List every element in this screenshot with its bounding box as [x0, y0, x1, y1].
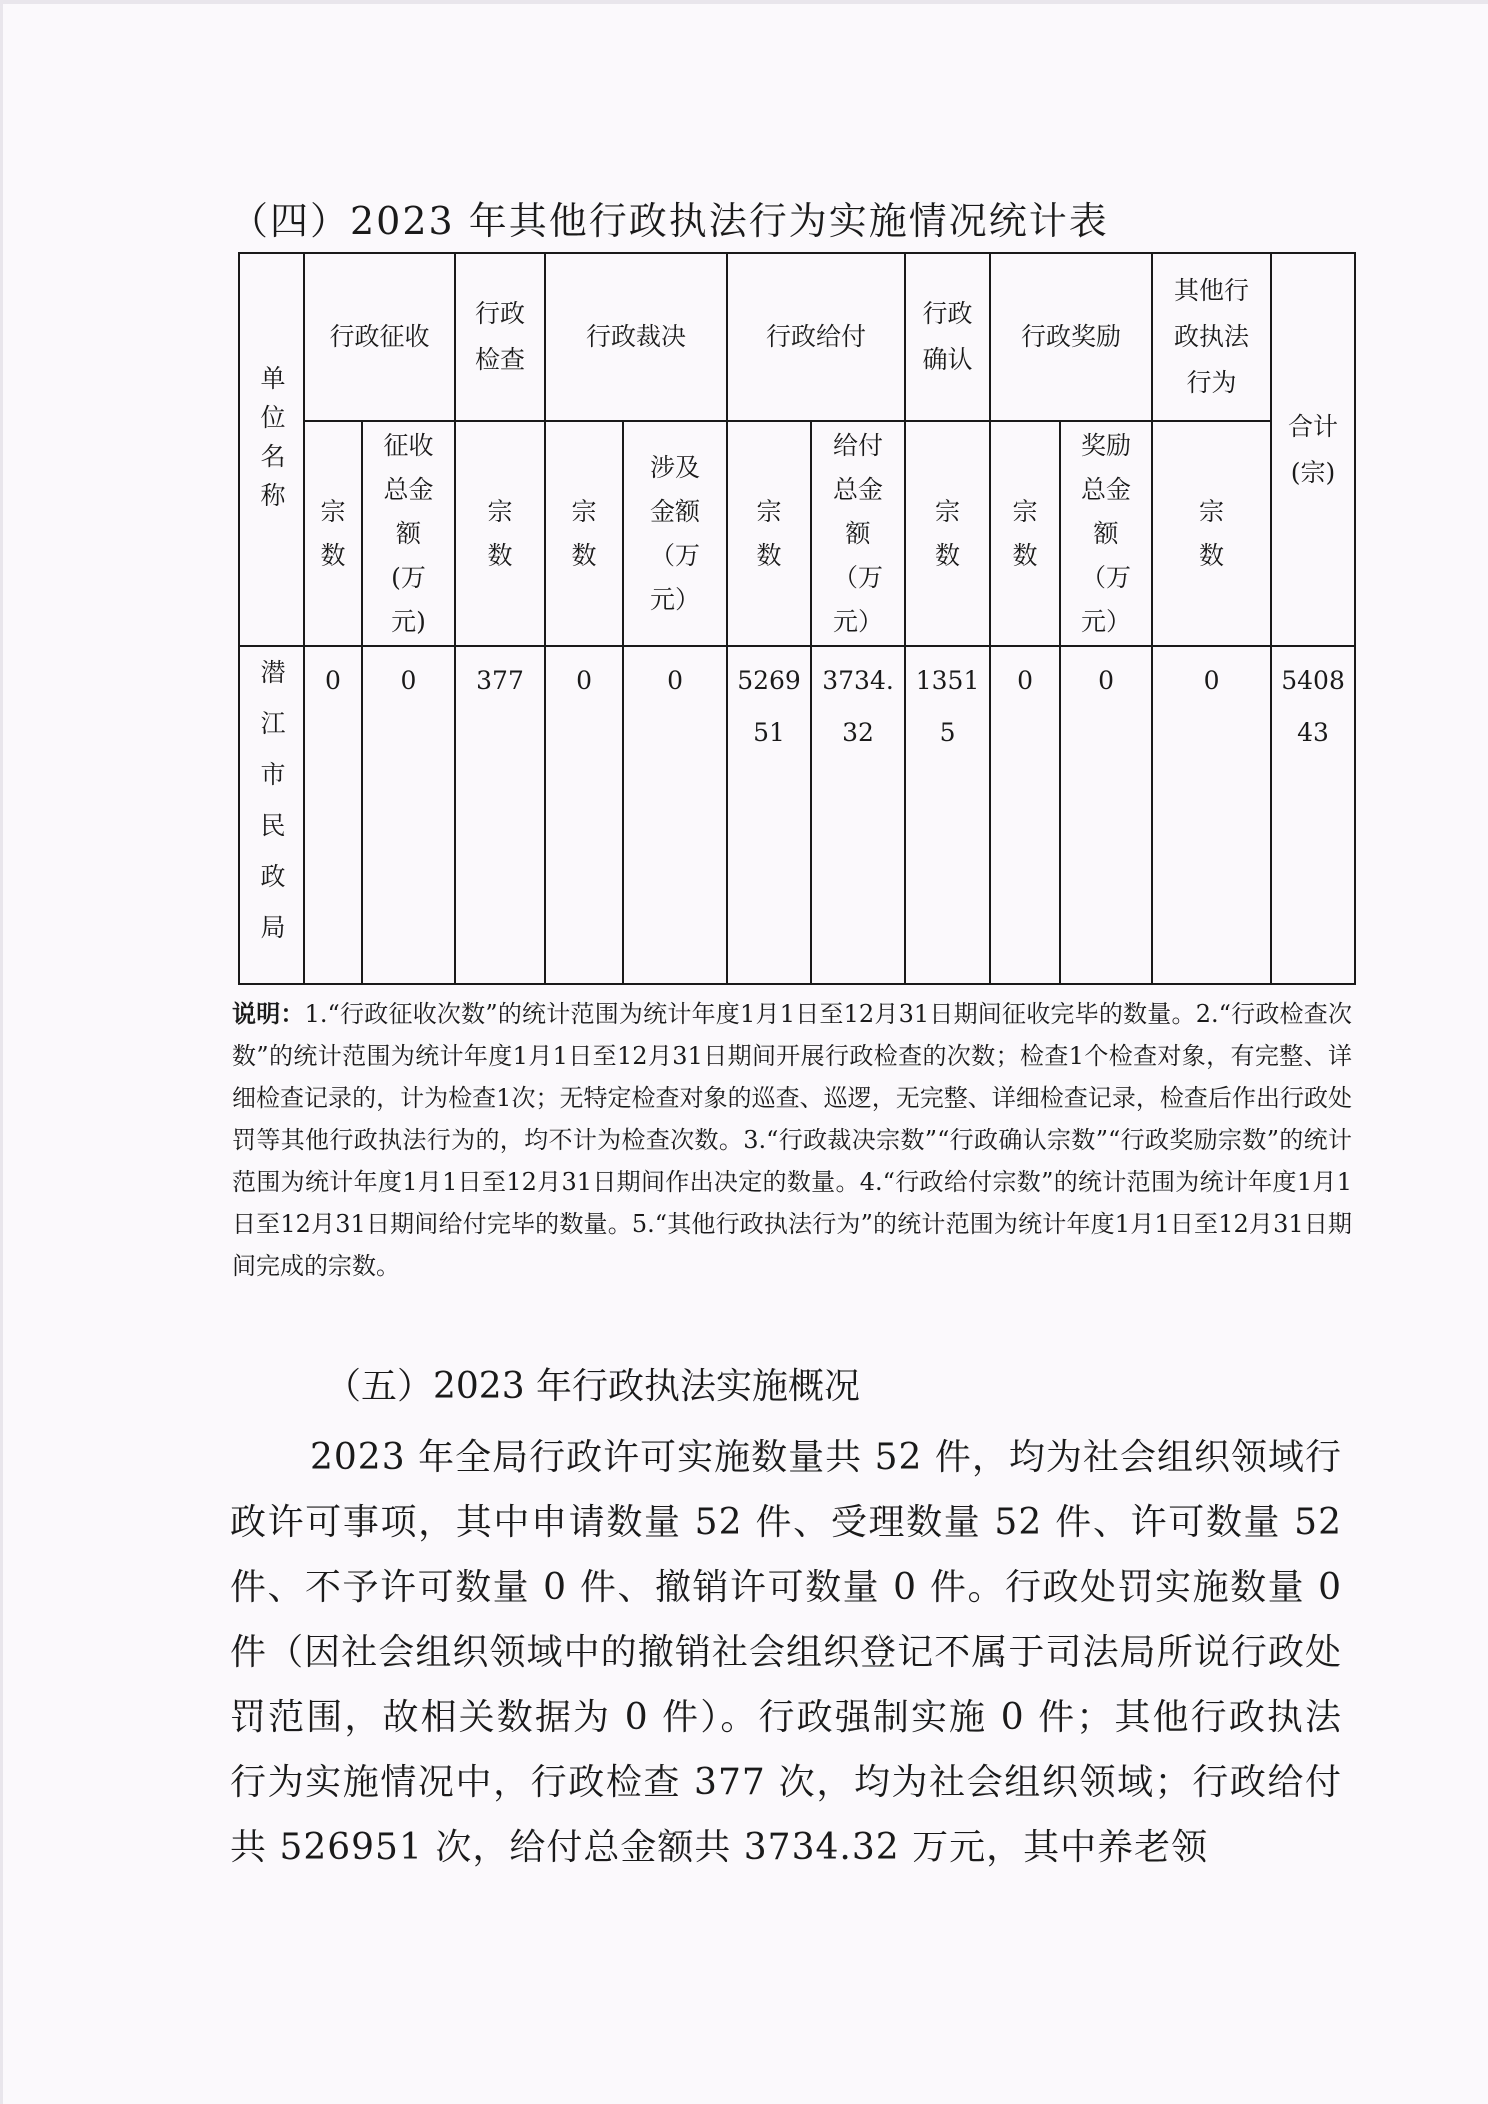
cell-geifu-count: 526951: [727, 646, 811, 984]
scan-edge-top: [0, 0, 1488, 4]
sub-geifu-count: 宗数: [727, 421, 811, 646]
note-label: 说明：: [232, 999, 305, 1028]
sub-caijue-amount: 涉及金额（万元）: [623, 421, 727, 646]
cell-zhengshou-count: 0: [304, 646, 362, 984]
section-paragraph: 2023 年全局行政许可实施数量共 52 件，均为社会组织领域行政许可事项，其中申请数量 52 件、受理数量 52 件、许可数量 52 件、不予许可数量 0 件、撤销许可数量 0 件。行政处罚实施数量 0 件（因社会组织领域中的撤销社会组织登记不属于司法局所说行政处罚范围，故相关数据为 0 件）。行政强制实施 0 件；其他行政执法行为实施情况中，行政检查 377 次，均为社会组织领域；行政给付共 526951 次，给付总金额共 3734.32 万元，其中养老领: [230, 1437, 1342, 1868]
sub-jiancha-count: 宗数: [455, 421, 545, 646]
header-total: 合计(宗): [1271, 253, 1355, 646]
cell-zhengshou-amount: 0: [362, 646, 455, 984]
sub-caijue-count: 宗数: [545, 421, 623, 646]
section-heading: （五）2023 年行政执法实施概况: [325, 1366, 861, 1407]
sub-zhengshou-count: 宗数: [304, 421, 362, 646]
cell-queren-count: 13515: [905, 646, 990, 984]
sub-zhengshou-amount: 征收总金额(万元): [362, 421, 455, 646]
sub-geifu-amount: 给付总金额（万元）: [811, 421, 905, 646]
row-unit-name: 潜江市民政局: [239, 646, 304, 984]
header-qita: 其他行政执法行为: [1152, 253, 1271, 421]
header-queren: 行政确认: [905, 253, 990, 421]
header-caijue: 行政裁决: [545, 253, 727, 421]
cell-qita-count: 0: [1152, 646, 1271, 984]
cell-total: 540843: [1271, 646, 1355, 984]
cell-jiancha-count: 377: [455, 646, 545, 984]
sub-jiangli-count: 宗数: [990, 421, 1060, 646]
table-note: [232, 993, 1352, 1287]
sub-qita-count: 宗数: [1152, 421, 1271, 646]
note-text: 1.“行政征收次数”的统计范围为统计年度1月1日至12月31日期间征收完毕的数量。2.“行政检查次数”的统计范围为统计年度1月1日至12月31日期间开展行政检查的次数；检查1个检查对象，有完整、详细检查记录的，计为检查1次；无特定检查对象的巡查、巡逻，无完整、详细检查记录，检查后作出行政处罚等其他行政执法行为的，均不计为检查次数。3.“行政裁决宗数”“行政确认宗数”“行政奖励宗数”的统计范围为统计年度1月1日至12月31日期间作出决定的数量。4.“行政给付宗数”的统计范围为统计年度1月1日至12月31日期间给付完毕的数量。5.“其他行政执法行为”的统计范围为统计年度1月1日至12月31日期间完成的宗数。: [232, 1000, 1352, 1280]
scan-edge-left: [0, 0, 3, 2104]
cell-caijue-amount: 0: [623, 646, 727, 984]
header-zhengshou: 行政征收: [304, 253, 455, 421]
sub-jiangli-amount: 奖励总金额（万元）: [1060, 421, 1152, 646]
statistics-table: [238, 252, 1356, 985]
table-title: （四）2023 年其他行政执法行为实施情况统计表: [230, 199, 1109, 243]
header-unit-name: 单位名称: [239, 253, 304, 646]
header-jiancha: 行政检查: [455, 253, 545, 421]
cell-geifu-amount: 3734.32: [811, 646, 905, 984]
cell-jiangli-amount: 0: [1060, 646, 1152, 984]
cell-jiangli-count: 0: [990, 646, 1060, 984]
cell-caijue-count: 0: [545, 646, 623, 984]
sub-queren-count: 宗数: [905, 421, 990, 646]
header-jiangli: 行政奖励: [990, 253, 1152, 421]
header-geifu: 行政给付: [727, 253, 905, 421]
